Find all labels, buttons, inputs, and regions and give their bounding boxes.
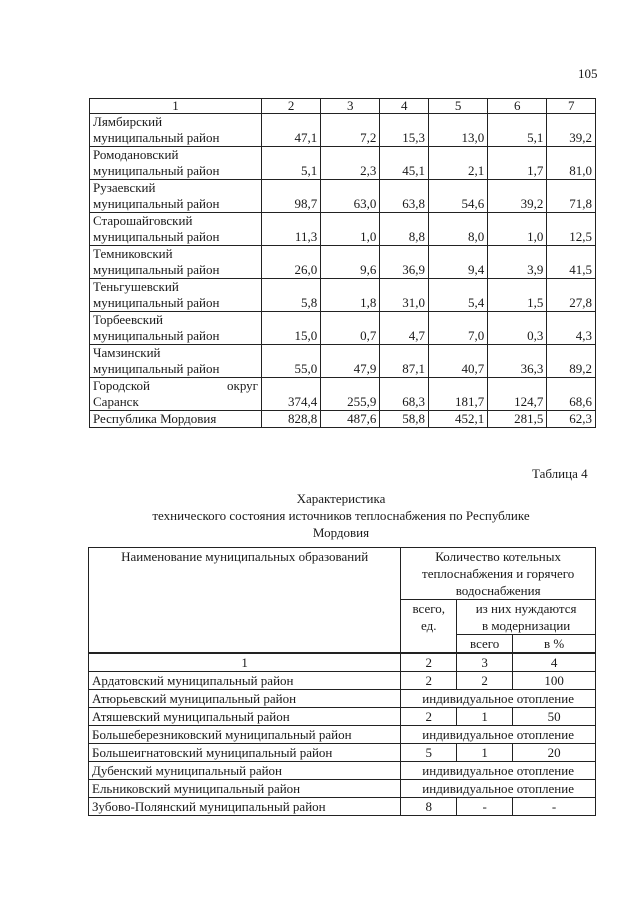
table-3-cell: 47,1 [262, 114, 321, 147]
table-3-colnum: 4 [380, 99, 429, 114]
table-4-head-total-line: ед. [421, 618, 437, 633]
table-3-colnum: 3 [321, 99, 380, 114]
table-3-cell: 8,0 [428, 213, 487, 246]
table-3-row [90, 378, 596, 411]
table-3-row [90, 114, 596, 147]
table-4-head-count-line: водоснабжения [455, 583, 541, 598]
table-4-row [89, 762, 596, 780]
table-3-cell: 31,0 [380, 279, 429, 312]
table-4-label: Таблица 4 [532, 466, 588, 481]
table-3-row-name [90, 279, 262, 312]
table-3-row [90, 180, 596, 213]
table-3-cell: 98,7 [262, 180, 321, 213]
table-4-row [89, 708, 596, 726]
table-3-cell: 39,2 [488, 180, 547, 213]
table-3-row-name [90, 345, 262, 378]
table-3-row-name-line: муниципальный район [93, 295, 220, 310]
table-3-cell: 1,0 [488, 213, 547, 246]
table-3-cell: 1,5 [488, 279, 547, 312]
table-3-cell: 0,3 [488, 312, 547, 345]
table-3-cell: 45,1 [380, 147, 429, 180]
table-3-row-name [90, 378, 262, 411]
table-3-cell: 62,3 [547, 411, 596, 428]
table-4-cell: 50 [513, 708, 596, 726]
table-3-row-name-line: Теньгушевский [93, 279, 179, 294]
table-4-row-name: Большеберезниковский муниципальный район [89, 726, 401, 744]
table-3-colnum: 2 [262, 99, 321, 114]
table-3-cell: 36,9 [380, 246, 429, 279]
table-3-row-name-line: муниципальный район [93, 361, 220, 376]
table-4-row-name: Атюрьевский муниципальный район [89, 690, 401, 708]
table-3-row-name-line: Лямбирский [93, 114, 163, 129]
table-3-row-name-line: Чамзинский [93, 345, 161, 360]
table-3-cell: 55,0 [262, 345, 321, 378]
table-3-cell: 26,0 [262, 246, 321, 279]
table-4-head-total-line: всего, [412, 601, 445, 616]
table-3-cell: 7,0 [428, 312, 487, 345]
table-4-head-count [401, 548, 596, 600]
table-3-row [90, 345, 596, 378]
table-4-colnum: 4 [513, 653, 596, 672]
table-3-cell: 13,0 [428, 114, 487, 147]
table-3-cell: 7,2 [321, 114, 380, 147]
table-4-cell: 1 [457, 744, 513, 762]
table-3-cell: 1,0 [321, 213, 380, 246]
table-4-cell: 20 [513, 744, 596, 762]
table-3-row-name [90, 246, 262, 279]
table-3-row-name [90, 114, 262, 147]
table-4-head-total [401, 600, 457, 654]
table-3-row-name [90, 411, 262, 428]
table-3-row-name-line: муниципальный район [93, 262, 220, 277]
table-3-colnum: 5 [428, 99, 487, 114]
table-3-row [90, 246, 596, 279]
table-3-cell: 27,8 [547, 279, 596, 312]
table-4-head-need-line: из них нуждаются [475, 601, 577, 616]
table-3-row-name-line: Городской округ [93, 378, 258, 393]
table-3-row-name-line: Рузаевский [93, 180, 156, 195]
table-3-row-name-line: Темниковский [93, 246, 173, 261]
table-4-row-name: Большеигнатовский муниципальный район [89, 744, 401, 762]
table-3-cell: 15,3 [380, 114, 429, 147]
table-3-cell: 39,2 [547, 114, 596, 147]
individual-heating-note: индивидуальное отопление [401, 762, 596, 780]
table-3-cell: 9,6 [321, 246, 380, 279]
table-4-colnum: 3 [457, 653, 513, 672]
table-3-cell: 87,1 [380, 345, 429, 378]
table-3-row-name [90, 312, 262, 345]
table-4-cell: - [513, 798, 596, 816]
table-3-cell: 47,9 [321, 345, 380, 378]
table-3-cell: 1,7 [488, 147, 547, 180]
table-3-cell: 36,3 [488, 345, 547, 378]
table-3-cell: 5,8 [262, 279, 321, 312]
table-4-row-name: Ельниковский муниципальный район [89, 780, 401, 798]
table-4-title [96, 490, 586, 541]
table-4-row-name: Зубово-Полянский муниципальный район [89, 798, 401, 816]
table-3-row-name-line: муниципальный район [93, 229, 220, 244]
table-3-row [90, 411, 596, 428]
table-4-row [89, 744, 596, 762]
table-3-row-name-line: муниципальный район [93, 328, 220, 343]
table-4-colnum: 1 [89, 653, 401, 672]
table-3-row-name-line: Республика Мордовия [93, 411, 217, 426]
table-3-cell: 255,9 [321, 378, 380, 411]
table-3-cell: 63,0 [321, 180, 380, 213]
table-3-row-name-line: Саранск [93, 394, 139, 409]
table-3-cell: 4,3 [547, 312, 596, 345]
table-4-cell: 100 [513, 672, 596, 690]
table-3-row [90, 147, 596, 180]
table-3-row [90, 213, 596, 246]
table-3-row-name-line: муниципальный район [93, 196, 220, 211]
table-4-cell: - [457, 798, 513, 816]
table-4-head-need-pct: в % [513, 635, 596, 654]
table-4-row-name: Атяшевский муниципальный район [89, 708, 401, 726]
table-4-head-need [457, 600, 596, 635]
table-3-cell: 281,5 [488, 411, 547, 428]
table-3-row-name-line: Старошайговский [93, 213, 193, 228]
table-4-cell: 8 [401, 798, 457, 816]
table-4-cell: 2 [401, 708, 457, 726]
table-4-head-count-line: Количество котельных [435, 549, 561, 564]
table-3-cell: 8,8 [380, 213, 429, 246]
table-4-cell: 2 [457, 672, 513, 690]
table-3-cell: 452,1 [428, 411, 487, 428]
table-3-row-name-line: муниципальный район [93, 163, 220, 178]
table-3-cell: 828,8 [262, 411, 321, 428]
table-3-row [90, 312, 596, 345]
table-3-cell: 0,7 [321, 312, 380, 345]
table-3-cell: 68,6 [547, 378, 596, 411]
table-4-colnum: 2 [401, 653, 457, 672]
table-3-cell: 11,3 [262, 213, 321, 246]
table-3-cell: 3,9 [488, 246, 547, 279]
table-4-row [89, 690, 596, 708]
table-3-cell: 5,1 [262, 147, 321, 180]
table-3-cell: 12,5 [547, 213, 596, 246]
table-3-cell: 5,4 [428, 279, 487, 312]
table-4-title-line-2: технического состояния источников теплоснабжения по Республике [152, 508, 530, 523]
table-4-row-name: Дубенский муниципальный район [89, 762, 401, 780]
table-4-cell: 5 [401, 744, 457, 762]
table-3-cell: 2,3 [321, 147, 380, 180]
table-3-cell: 124,7 [488, 378, 547, 411]
table-3-cell: 374,4 [262, 378, 321, 411]
table-3-cell: 181,7 [428, 378, 487, 411]
page-number: 105 [578, 66, 598, 81]
individual-heating-note: индивидуальное отопление [401, 780, 596, 798]
table-3-row-name [90, 147, 262, 180]
table-4-head-need-total: всего [457, 635, 513, 654]
table-3-cell: 40,7 [428, 345, 487, 378]
table-4-row-name: Ардатовский муниципальный район [89, 672, 401, 690]
table-4-row [89, 780, 596, 798]
table-3-cell: 2,1 [428, 147, 487, 180]
table-3-cell: 487,6 [321, 411, 380, 428]
table-3-colnum: 1 [90, 99, 262, 114]
table-3-cell: 63,8 [380, 180, 429, 213]
table-3-row-name-line: Торбеевский [93, 312, 164, 327]
table-3-cell: 9,4 [428, 246, 487, 279]
table-3-cell: 58,8 [380, 411, 429, 428]
table-3-row-name [90, 180, 262, 213]
table-4-head-name: Наименование муниципальных образований [89, 548, 401, 654]
table-4-head-count-line: теплоснабжения и горячего [422, 566, 575, 581]
individual-heating-note: индивидуальное отопление [401, 726, 596, 744]
table-3-row-name-line: муниципальный район [93, 130, 220, 145]
table-3-row-name [90, 213, 262, 246]
table-3-continuation [89, 98, 596, 428]
table-3-cell: 4,7 [380, 312, 429, 345]
table-3-row-name-line: Ромодановский [93, 147, 179, 162]
individual-heating-note: индивидуальное отопление [401, 690, 596, 708]
table-3-colnum: 6 [488, 99, 547, 114]
table-3-colnum: 7 [547, 99, 596, 114]
table-4-row [89, 798, 596, 816]
table-3-cell: 68,3 [380, 378, 429, 411]
table-3-cell: 41,5 [547, 246, 596, 279]
table-4 [88, 547, 596, 816]
table-3-cell: 54,6 [428, 180, 487, 213]
table-3-cell: 89,2 [547, 345, 596, 378]
table-3-cell: 81,0 [547, 147, 596, 180]
table-4-cell: 1 [457, 708, 513, 726]
table-4-head-need-line: в модернизации [481, 618, 571, 633]
table-3-cell: 15,0 [262, 312, 321, 345]
table-4-cell: 2 [401, 672, 457, 690]
table-4-row [89, 672, 596, 690]
table-3-cell: 5,1 [488, 114, 547, 147]
table-3-cell: 71,8 [547, 180, 596, 213]
table-4-row [89, 726, 596, 744]
table-3-row [90, 279, 596, 312]
table-4-title-line-3: Мордовия [312, 525, 370, 540]
table-4-title-line-1: Характеристика [296, 491, 386, 506]
table-3-cell: 1,8 [321, 279, 380, 312]
table-3-header-row [90, 99, 596, 114]
